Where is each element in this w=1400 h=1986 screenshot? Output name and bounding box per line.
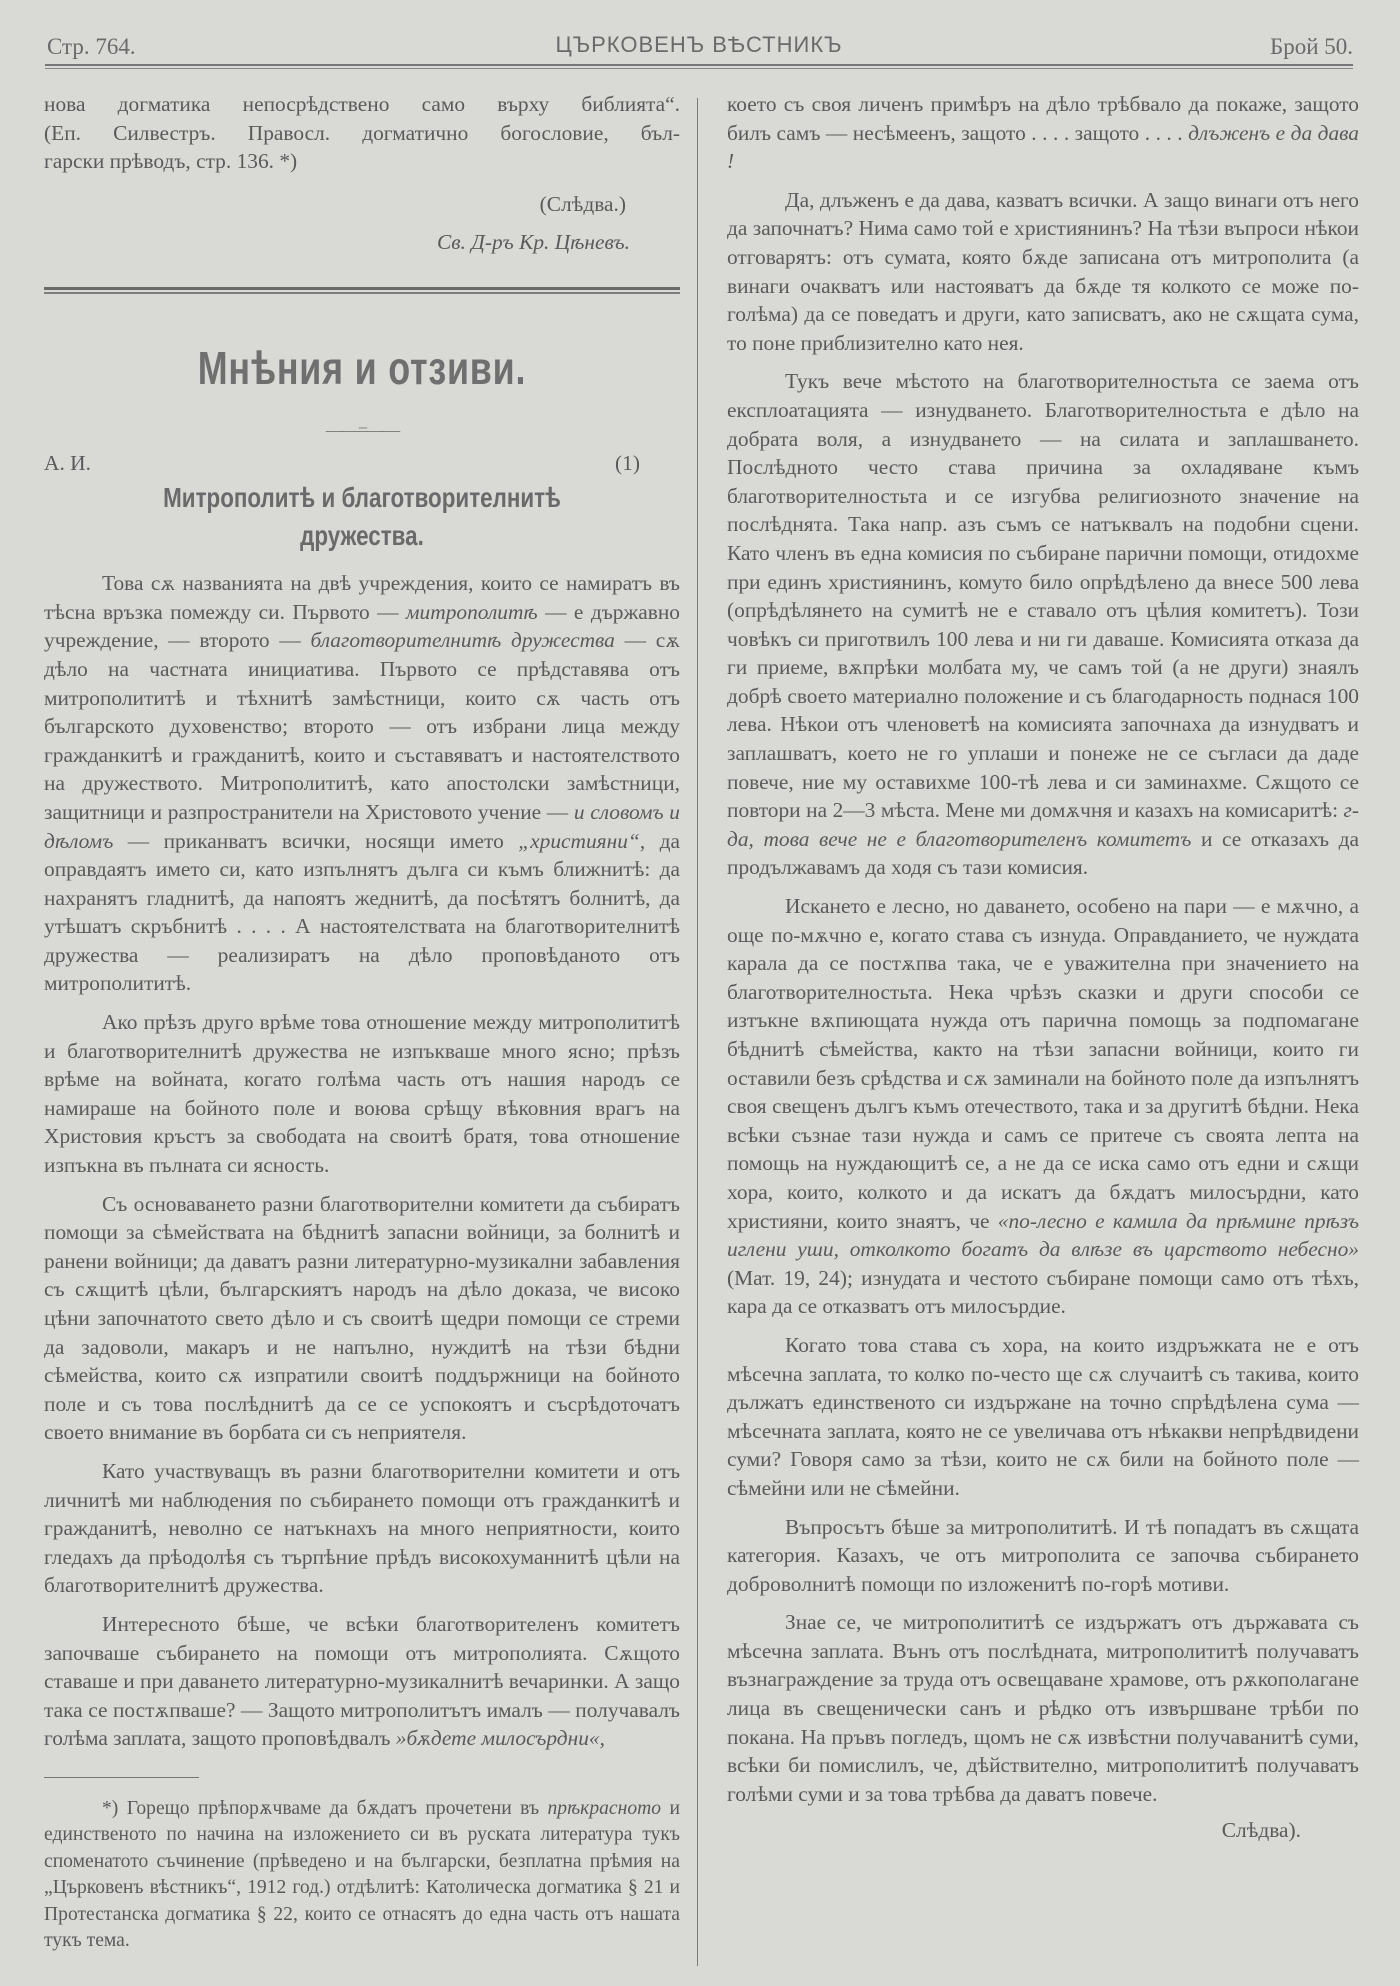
paragraph [44,569,680,998]
text-run: — е държавно учреждение, — второто — [44,599,680,653]
article-part-number: (1) [615,450,640,475]
issue-number: Брой 50. [1269,34,1353,59]
paragraph [727,892,1359,1321]
article-body-continued [727,90,1359,1808]
text-line: (Еп. Силвестръ. Правосл. догматично богословие, бъл- [44,120,680,145]
text-run: Искането е лесно, но даването, особено на пари — е мѫчно, а още по-мѫчно е, когато става съ изнуда. Оправданието, че нуждата карала да се постѫпва така, че е уважителна при значението на благотворителностьта. Нека чрѣзъ сказки и други способи се изтъкне вѫпиющата нужда отъ парична помощь за подпомагане бѣднитѣ сѣмейства, както на тѣзи запасни войници, които ги оставили безъ срѣдства и сѫ заминали на бойното поле да изпълнятъ своя свещенъ дългъ къмъ отечеството, така и за другитѣ бѣдни. Нека всѣки съзнае тази нужда и самъ се притече съ своята лепта на помощь на нуждающитѣ се, а не да се иска само отъ едни и сѫщи хора, които, колкото и да искатъ да бѫдатъ милосърдни, като християни, които знаятъ, че [727,894,1359,1233]
paragraph [727,1331,1359,1503]
text-run: Въпросътъ бѣше за митрополититѣ. И тѣ попадатъ въ сѫщата категория. Казахъ, че отъ митрополита се започва събирането доброволнитѣ помощи по изложенитѣ по-горѣ мотиви. [727,1514,1359,1596]
paragraph [44,1610,680,1753]
italic-emphasis: митрополитѣ [405,599,538,624]
paragraph [44,1008,680,1180]
article-body [44,569,680,1753]
ornament-divider: ——=—— [325,419,399,440]
text-run: , да оправдаятъ името си, като изпълнятъ дълга си къмъ ближнитѣ: да нахранятъ гладнитѣ, да напоятъ жеднитѣ, да посѣтятъ болнитѣ, да утѣшатъ скръбнитѣ . . . . А настоятелствата на благотворителнитѣ дружества — реализиратъ на дѣло проповѣданото отъ митрополититѣ. [44,828,680,996]
text-line: нова догматика непосрѣдствено само върху библията“. [44,92,680,116]
text-run: Това сѫ названията на двѣ учреждения, които се намиратъ въ тѣсна връзка помежду си. Първото — [44,571,680,624]
continued-label: Слѣдва). [1221,1818,1301,1843]
section-divider [44,287,680,294]
italic-emphasis: г-да, това вече не е благотворителенъ комитетъ [727,798,1359,851]
text-run: (Мат. 19, 24); изнудата и честото събиране помощи само отъ тѣхъ, кара да се отказватъ отъ милосърдие. [727,1265,1359,1319]
column-divider [697,98,698,1966]
paragraph [44,1190,680,1447]
article-author-initials: А. И. [44,450,91,475]
section-title: Мнѣния и отзиви. [197,341,527,394]
italic-emphasis: благотворителнитѣ дружества [310,628,615,653]
author-signature: Св. Д-ръ Кр. Цѣневъ. [437,230,630,255]
header-rule [45,64,1353,69]
text-run: Да, длъженъ е да дава, казватъ всички. А защо винаги отъ него да започнатъ? Нима само той е християнинъ? На тѣзи въпроси нѣкои отговарятъ: отъ сумата, която бѫде записана отъ митрополита (а винаги очакватъ или настояватъ да бѫде тя колкото се може по-голѣма) да се поведатъ и други, като записватъ, ако не сѫщата сума, то поне приблизително като нея. [727,187,1359,355]
text-run: Като участвуващъ въ разни благотворителни комитети и отъ личнитѣ ми наблюдения по събирането помощи отъ гражданкитѣ и гражданитѣ, неволно се натъкнахъ на много неприятности, които гледахъ да прѣодолѣя съ търпѣние прѣдъ високохуманнитѣ цѣли на благотворителнитѣ дружества. [44,1458,680,1598]
text-run: Когато това става съ хора, на които издръжката не е отъ мѣсечна заплата, то колко по-често ще сѫ случаитѣ съ такива, които дължатъ единственото си издържане на точно спрѣдѣлена сума — мѣсечната заплата, която не се увеличава отъ нѣкакви непрѣдвидени суми? Говоря само за тѣзи, които не сѫ били на бойното поле — сѣмейни или не сѣмейни. [727,1332,1359,1500]
text-run: което съ своя личенъ примѣръ на дѣло трѣбвало да покаже, защото билъ самъ — несѣмеенъ, защото . . . . защото . . . . [727,92,1359,145]
paragraph [727,1608,1359,1808]
article-title: Митрополитѣ и благотворителнитѣ дружества. [163,482,561,552]
italic-emphasis: и словомъ и дѣломъ [44,799,680,853]
italic-emphasis: „християни“ [518,828,640,853]
italic-emphasis: »бѫдете милосърдни« [395,1726,600,1751]
footnote [44,1796,680,1955]
italic-emphasis: длъженъ е да дава ! [727,120,1359,174]
paragraph [727,186,1359,358]
paragraph [727,1513,1359,1599]
text-run: — приканватъ всички, носящи името [113,828,519,853]
text-run: , [599,1726,605,1751]
text-run: Знае се, че митрополититѣ се издържатъ отъ държавата съ мѣсечна заплата. Вънъ отъ послѣдната, митрополититѣ получаватъ възнаграждение за труда отъ освещаване храмове, отъ рѫкополагане лица въ свещенически санъ и рѣдко отъ извършване трѣби по покана. На пръвъ погледъ, щомъ не сѫ извѣстни получаванитѣ суми, всѣки би помислилъ, че, дѣйствително, митрополититѣ получаватъ голѣми суми и за това трѣбва да даватъ повече. [727,1610,1359,1806]
paragraph [727,90,1359,176]
text-run: Интересното бѣше, че всѣки благотворителенъ комитетъ започваше събирането на помощи отъ митрополията. Сѫщото ставаше и при даването литературно-музикалнитѣ вечаринки. А защо така се постѫпваше? — Защото митрополитътъ ималъ — получавалъ голѣма заплата, защото проповѣдвалъ [44,1611,680,1751]
text-run: Ако прѣзъ друго врѣме това отношение между митрополититѣ и благотворителнитѣ дружества не изпъкваше много ясно; прѣзъ врѣме на войната, когато голѣма часть отъ нашия народъ се намираше на бойното поле и воюва срѣщу вѣковния врагъ на Христовия кръстъ за свободата на своитѣ братя, това отношение изпъкна въ пълната си ясность. [44,1010,680,1178]
text-run: *) Горещо прѣпорѫчваме да бѫдатъ прочетени въ [102,1797,548,1819]
paragraph [44,1457,680,1600]
text-run: и единственото по начина на изложението си въ руската литература тукъ споменатото съчинение (прѣведено и на български, безплатна прѣмия на „Църковенъ вѣстникъ“, 1912 год.) отдѣлитѣ: Католическа догматика § 21 и Протестанска догматика § 22, които се отнасятъ до една часть отъ нашата тукъ тема. [44,1797,680,1952]
page-number: Стр. 764. [47,34,136,59]
running-header [45,28,1353,62]
publication-title: ЦЪРКОВЕНЪ ВѢСТНИКЪ [555,32,843,57]
text-run: Тукъ вече мѣстото на благотворителностьта се заема отъ експлоатацията — изнудването. Благотворителностьта е дѣло на добрата воля, а изнудването — на силата и заплашването. Послѣдното често става причина за охладяване къмъ благотворителностьта и се изгубва религиозното значение на послѣднята. Така напр. азъ съмъ се натъквалъ на подобни сцени. Като членъ въ една комисия по събиране парични помощи, отидохме при единъ християнинъ, комуто било опрѣдѣлено да внесе 500 лева (опрѣдѣлянето на сумитѣ не е ставало отъ цѣлия комитетъ). Този човѣкъ си приготвилъ 100 лева и ни ги даваше. Комисията отказа да ги приеме, вѫпрѣки молбата му, че самъ той (а не други) знаялъ добрѣ своето материално положение и съ благодарность поднася 100 лева. Нѣкои отъ членоветѣ на комисията започнаха да изнудватъ и заплашватъ, което не го уплаши и понеже не се съгласи да даде повече, ние му оставихме 100-тѣ лева и си заминахме. Сѫщото се повтори на 2—3 мѣста. Мене ми домѫчня и казахъ на комисаритѣ: [727,369,1359,823]
right-column [727,90,1359,1845]
italic-emphasis: «по-лесно е камила да прѣмине прѣзъ иглени уши, отколкото богатъ да влѣзе въ царството небесно» [727,1208,1359,1262]
left-column [44,90,680,1955]
text-run: — сѫ дѣло на частната инициатива. Първото се прѣдставява отъ митрополититѣ и тѣхнитѣ замѣстници, които сѫ часть отъ българското духовенство; второто — отъ избрани лица между гражданкитѣ и гражданитѣ, които и съставяватъ и настоятелството на дружеството. Митрополититѣ, като апостолски замѣстници, защитници и разпространители на Христовото учение — [44,628,680,824]
text-line: гарски прѣводъ, стр. 136. *) [44,149,298,174]
text-run: Съ основаването разни благотворителни комитети да събиратъ помощи за сѣмействата на бѣднитѣ запасни войници, за болнитѣ и ранени войници; да даватъ разни литературно-музикални забавления съ сѫщитѣ цѣли, българскиятъ народъ на дѣло доказа, че високо цѣни започнатото свето дѣло и съ своитѣ щедри помощи се стреми да задоволи, макаръ и не напълно, нуждитѣ на тѣзи бѣдни сѣмейства, които сѫ изпратили своитѣ поддържници на бойното поле и съ това послѣднитѣ да се се успокоятъ и съсрѣдоточатъ своето внимание въ борбата си съ неприятеля. [44,1191,680,1445]
byline-row [44,449,680,478]
continued-label: (Слѣдва.) [539,191,626,216]
italic-emphasis: прѣкрасното [547,1797,662,1819]
text-run: и се отказахъ да продължавамъ да ходя съ тази комисия. [727,826,1359,880]
paragraph [727,367,1359,882]
footnote-divider [44,1777,199,1778]
previous-article-end [44,90,680,257]
